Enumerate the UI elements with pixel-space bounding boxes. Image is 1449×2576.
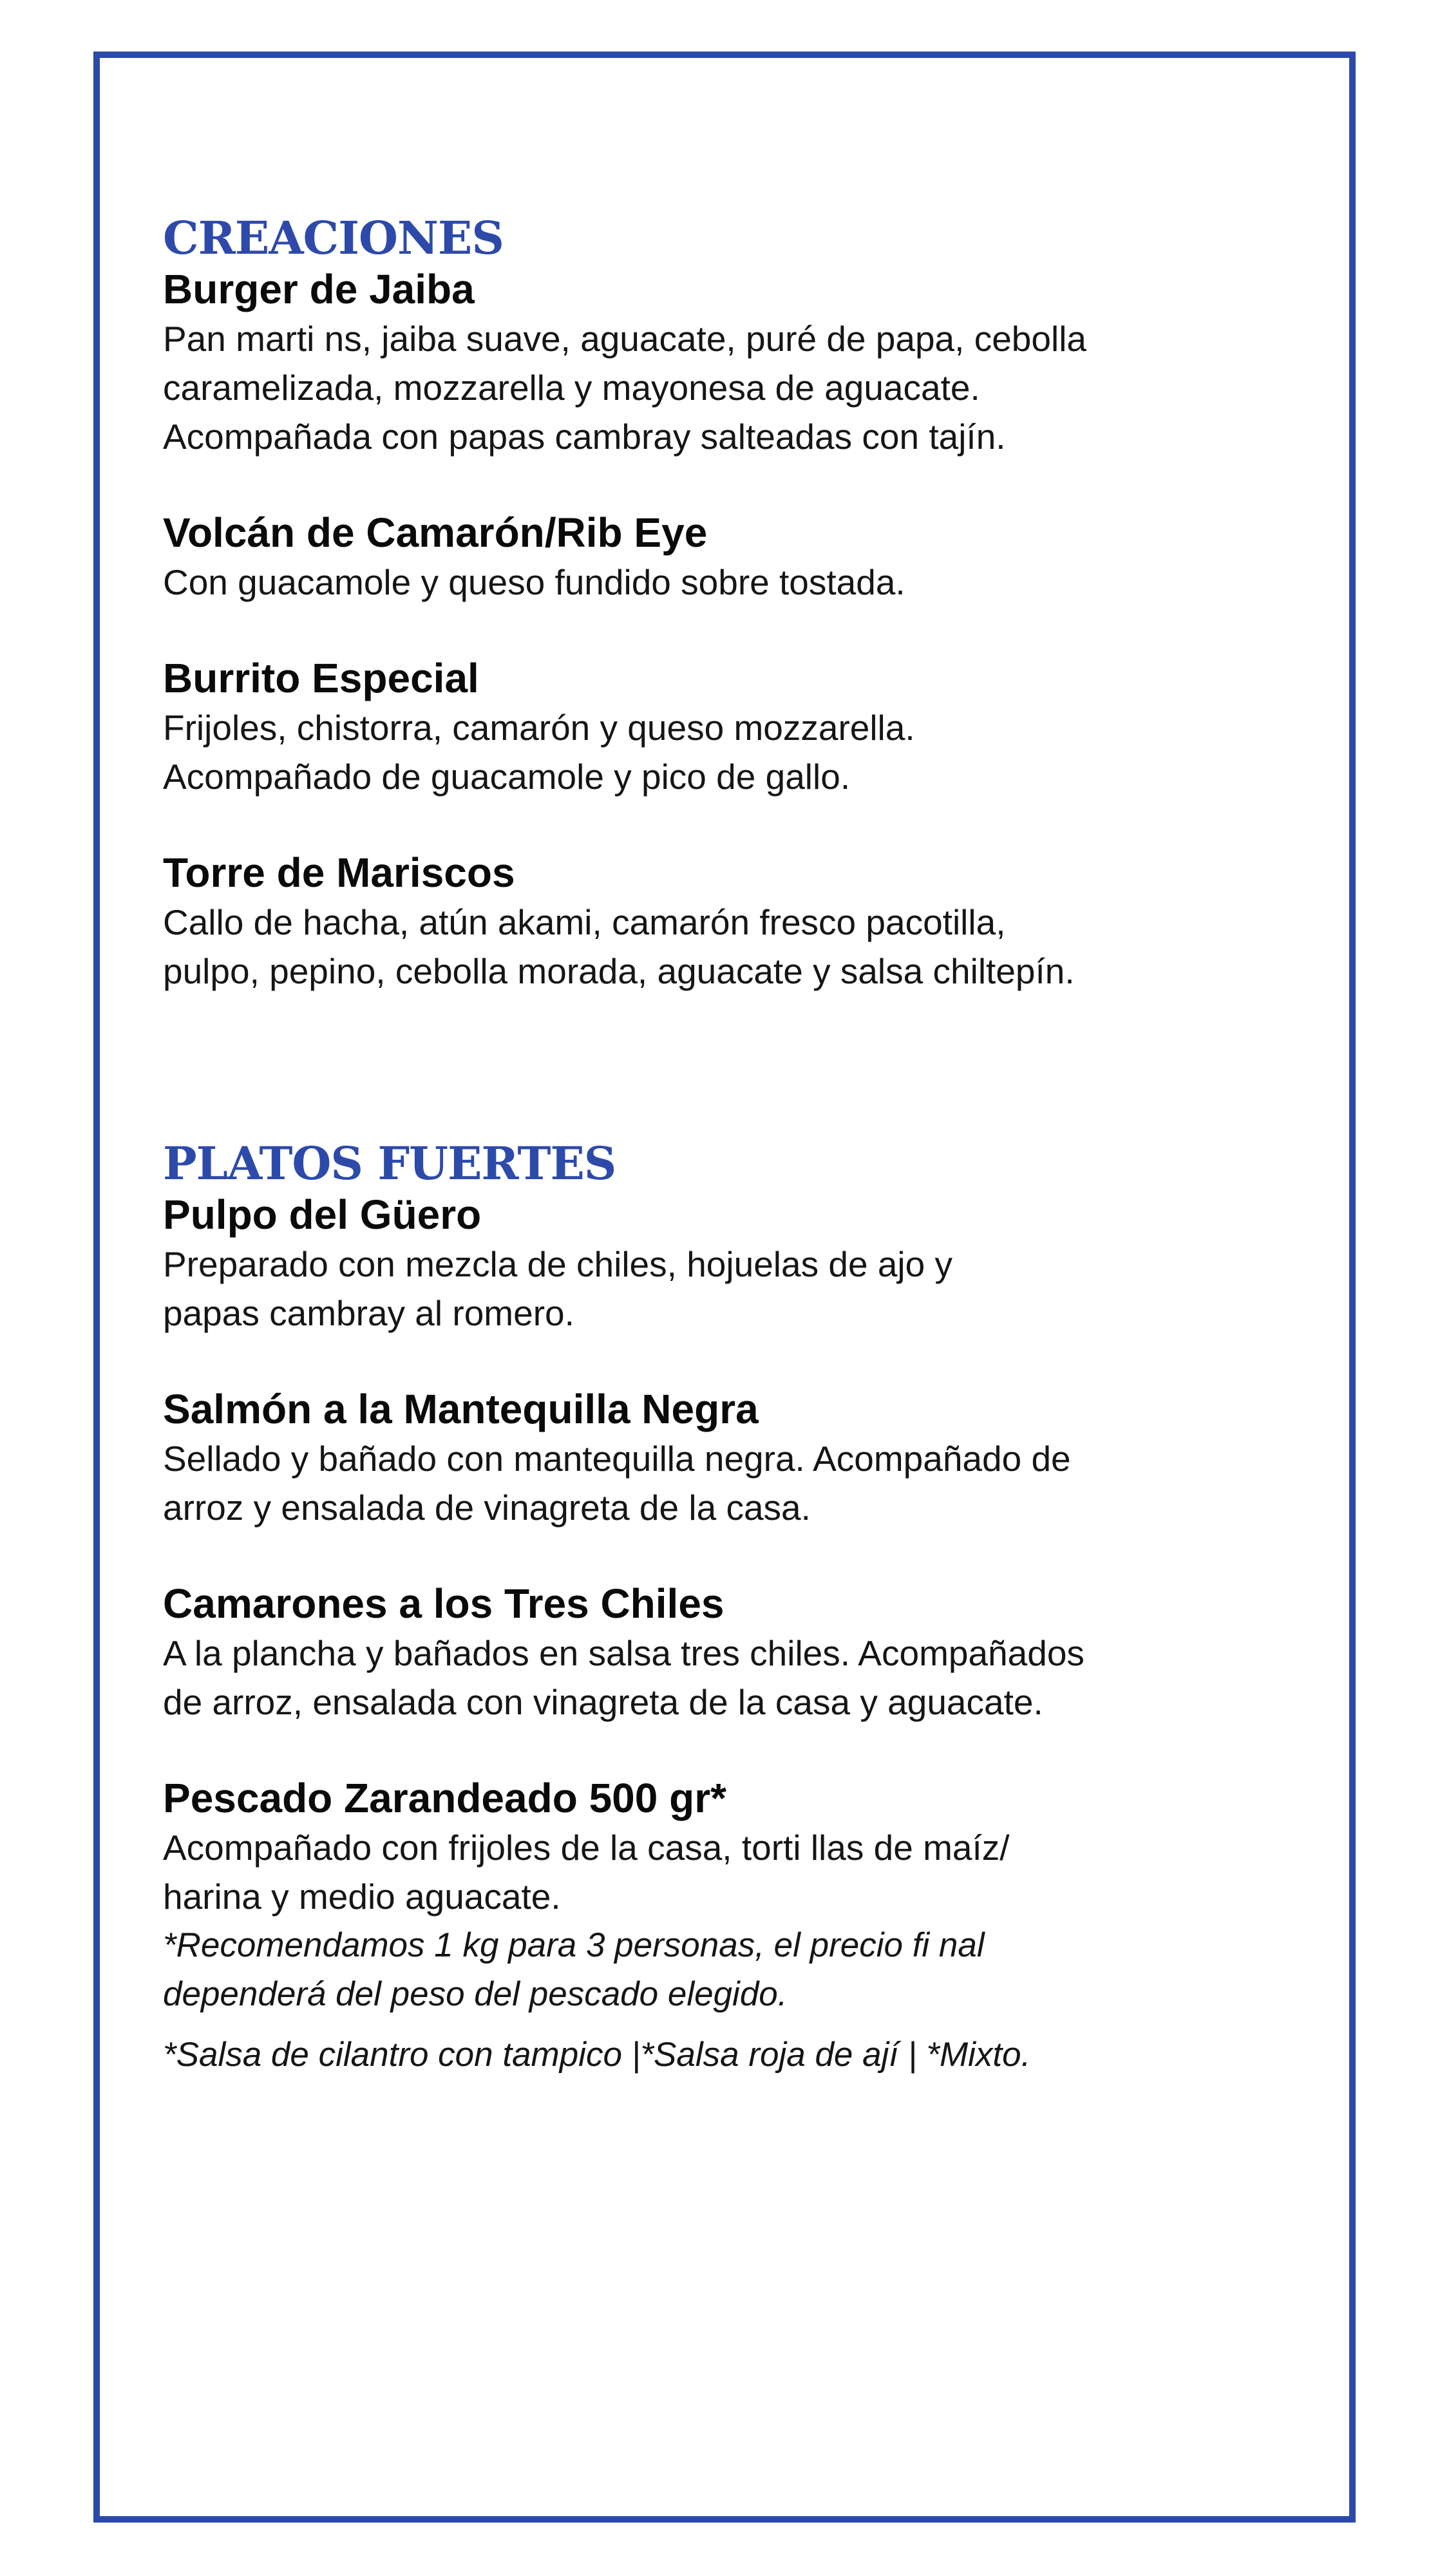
item-description: Preparado con mezcla de chiles, hojuelas de ajo y papas cambray al romero.: [163, 1244, 953, 1333]
menu-item: [163, 507, 1322, 607]
item-description: Callo de hacha, atún akami, camarón fresco pacotilla, pulpo, pepino, cebolla morada, aguacate y salsa chiltepín.: [163, 902, 1075, 991]
menu-item: [163, 1384, 1322, 1532]
menu-item: [163, 1578, 1322, 1727]
item-description: Sellado y bañado con mantequilla negra. Acompañado de arroz y ensalada de vinagreta de la casa.: [163, 1439, 1071, 1528]
menu-item: [163, 653, 1322, 801]
item-description: Acompañado con frijoles de la casa, torti llas de maíz/ harina y medio aguacate.: [163, 1828, 1010, 1917]
section-title: PLATOS FUERTES: [163, 1137, 616, 1190]
item-name: Camarones a los Tres Chiles: [163, 1580, 724, 1627]
section-platos-fuertes: [163, 1138, 1322, 2079]
item-description: Con guacamole y queso fundido sobre tostada.: [163, 562, 905, 602]
menu-item: [163, 1773, 1322, 2079]
item-name: Pulpo del Güero: [163, 1191, 482, 1238]
item-name: Pescado Zarandeado 500 gr*: [163, 1775, 727, 1821]
item-note: *Recomendamos 1 kg para 3 personas, el precio fi nal dependerá del peso del pescado elegido.: [163, 1926, 985, 2013]
menu-item: [163, 264, 1322, 461]
item-name: Volcán de Camarón/Rib Eye: [163, 509, 708, 556]
menu-item: [163, 1189, 1322, 1338]
section-creaciones: [163, 213, 1322, 996]
menu-item: [163, 848, 1322, 996]
item-description: Pan marti ns, jaiba suave, aguacate, puré de papa, cebolla caramelizada, mozzarella y mayonesa de aguacate. Acompañada con papas cambray salteadas con tajín.: [163, 319, 1087, 457]
item-name: Torre de Mariscos: [163, 849, 515, 896]
item-name: Burrito Especial: [163, 655, 479, 701]
item-salsa-options: *Salsa de cilantro con tampico |*Salsa roja de ají | *Mixto.: [163, 2036, 1031, 2074]
item-description: Frijoles, chistorra, camarón y queso mozzarella. Acompañado de guacamole y pico de gallo.: [163, 708, 915, 797]
item-name: Burger de Jaiba: [163, 266, 475, 312]
section-title: CREACIONES: [163, 211, 504, 265]
item-name: Salmón a la Mantequilla Negra: [163, 1386, 759, 1432]
item-description: A la plancha y bañados en salsa tres chiles. Acompañados de arroz, ensalada con vinagreta de la casa y aguacate.: [163, 1633, 1084, 1722]
